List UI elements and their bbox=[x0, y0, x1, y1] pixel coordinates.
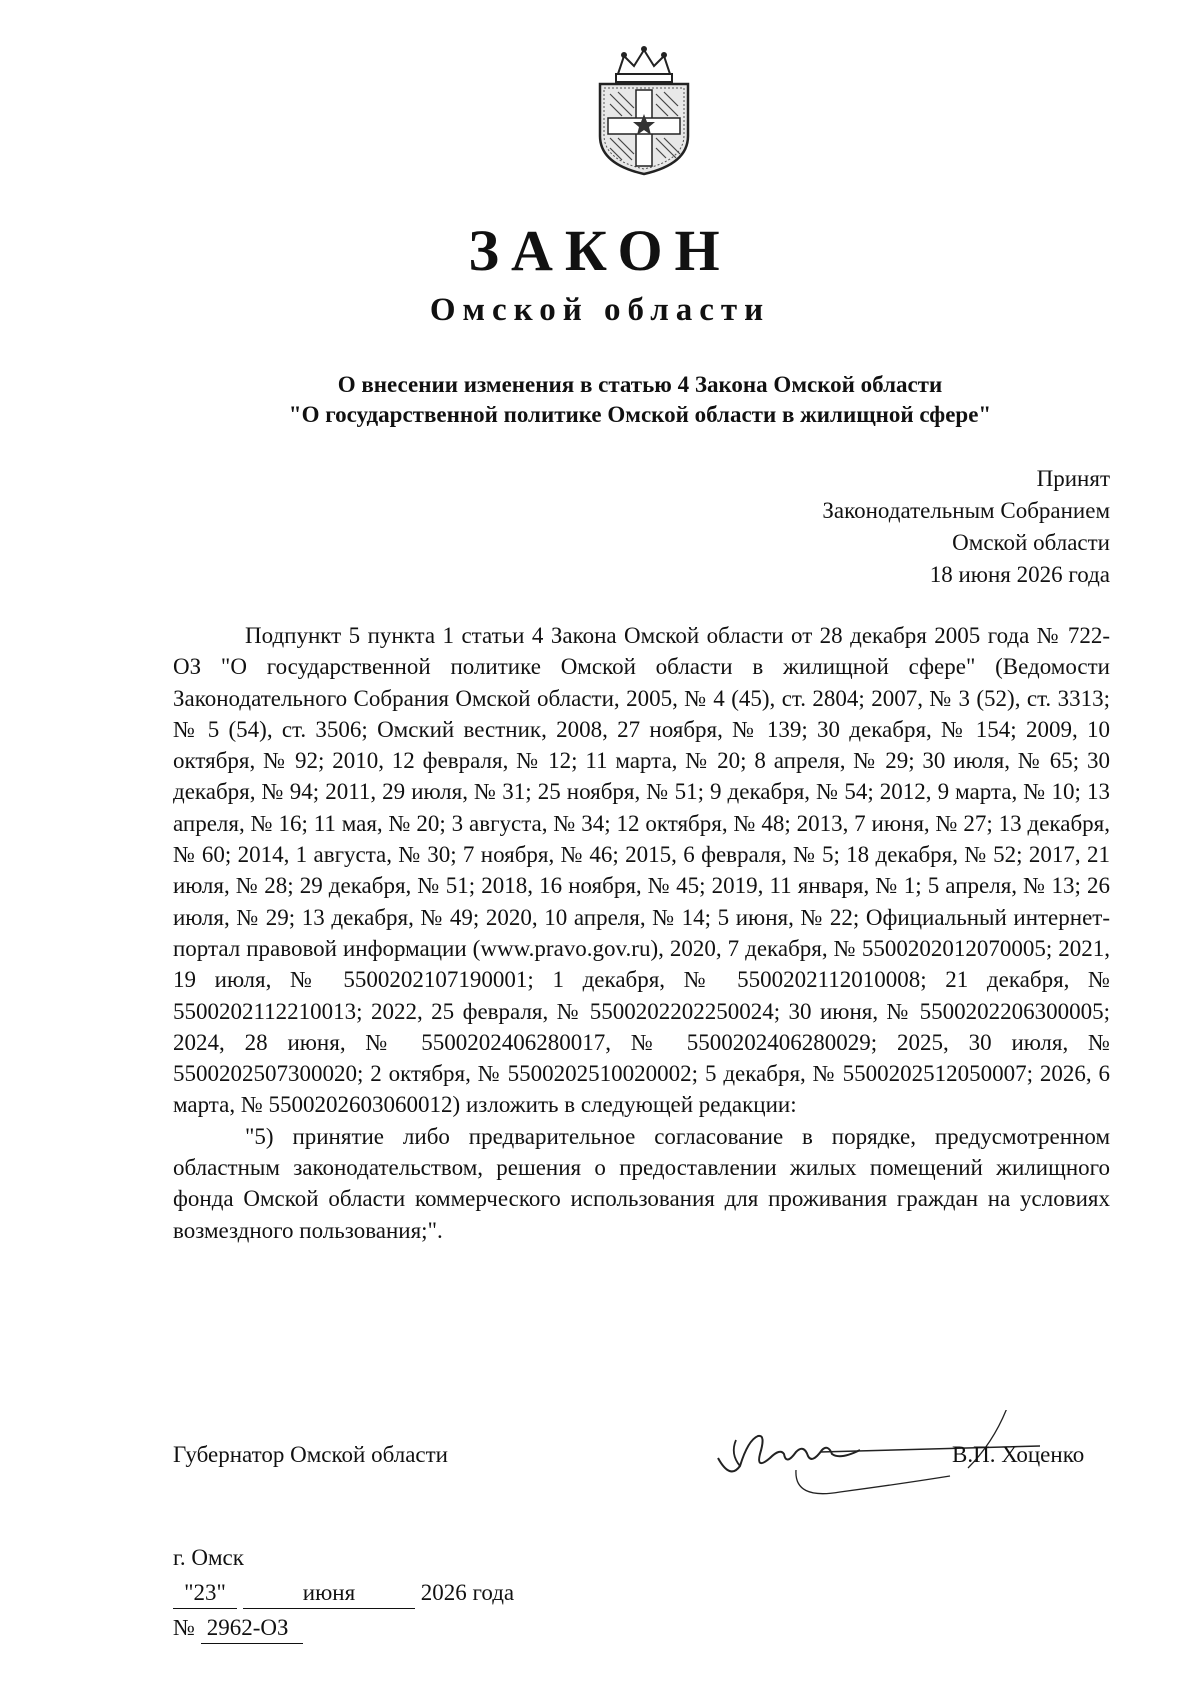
adoption-block bbox=[822, 463, 1110, 591]
adoption-line-3: Омской области bbox=[952, 530, 1110, 555]
adoption-date: 18 июня 2026 года bbox=[929, 562, 1110, 587]
body-paragraph-1: Подпункт 5 пункта 1 статьи 4 Закона Омской области от 28 декабря 2005 года № 722-ОЗ "О государственной политике Омской области в жилищной сфере" (Ведомости Законодательного Собрания Омской области, 2005, № 4 (45), ст. 2804; 2007, № 3 (52), ст. 3313; № 5 (54), ст. 3506; Омский вестник, 2008, 27 ноября, № 139; 30 декабря, № 154; 2009, 10 октября, № 92; 2010, 12 февраля, № 12; 11 марта, № 20; 8 апреля, № 29; 30 июля, № 65; 30 декабря, № 94; 2011, 29 июля, № 31; 25 ноября, № 51; 9 декабря, № 54; 2012, 9 марта, № 10; 13 апреля, № 16; 11 мая, № 20; 3 августа, № 34; 12 октября, № 48; 2013, 7 июня, № 27; 13 декабря, № 60; 2014, 1 августа, № 30; 7 ноября, № 46; 2015, 6 февраля, № 5; 18 декабря, № 52; 2017, 21 июля, № 28; 29 декабря, № 51; 2018, 16 ноября, № 45; 2019, 11 января, № 1; 5 апреля, № 13; 26 июля, № 29; 13 декабря, № 49; 2020, 10 апреля, № 14; 5 июня, № 22; Официальный интернет-портал правовой информации (www.pravo.gov.ru), 2020, 7 декабря, № 5500202012070005; 2021, 19 июля, № 5500202107190001; 1 декабря, № 5500202112010008; 21 декабря, № 5500202112210013; 2022, 25 февраля, № 5500202202250024; 30 июня, № 5500202206300005; 2024, 28 июня, № 5500202406280017, № 5500202406280029; 2025, 30 июля, № 5500202507300020; 2 октября, № 5500202510020002; 5 декабря, № 5500202512050007; 2026, 6 марта, № 5500202603060012) изложить в следующей редакции: bbox=[173, 623, 1110, 1118]
signatory-position: Губернатор Омской области bbox=[173, 1442, 448, 1467]
law-number: 2962-ОЗ bbox=[201, 1613, 303, 1644]
issue-month: июня bbox=[243, 1578, 415, 1609]
law-body bbox=[173, 620, 1110, 1246]
quote-close: " bbox=[216, 1580, 226, 1605]
issue-date-day-field bbox=[173, 1578, 237, 1609]
law-type-heading: ЗАКОН bbox=[468, 218, 732, 283]
issue-day: 23 bbox=[193, 1580, 217, 1605]
adoption-line-1: Принят bbox=[1036, 466, 1110, 491]
quote-open: " bbox=[184, 1580, 194, 1605]
number-sign: № bbox=[173, 1615, 195, 1640]
signatory-name: В.П. Хоценко bbox=[952, 1442, 1085, 1467]
omsk-coat-of-arms-icon bbox=[588, 44, 700, 178]
handwritten-signature bbox=[700, 1410, 1080, 1530]
law-title-line-2: "О государственной политике Омской области в жилищной сфере" bbox=[288, 402, 992, 427]
law-title-line-1: О внесении изменения в статью 4 Закона Омской области bbox=[337, 372, 943, 397]
adoption-line-2: Законодательным Собранием bbox=[822, 498, 1110, 523]
law-title bbox=[170, 370, 1110, 430]
law-region-heading: Омской области bbox=[429, 292, 771, 328]
issue-date bbox=[173, 1578, 514, 1609]
body-paragraph-2: "5) принятие либо предварительное согласование в порядке, предусмотренном областным законодательством, решения о предоставлении жилых помещений жилищного фонда Омской области коммерческого использования для проживания граждан на условиях возмездного пользования;". bbox=[173, 1123, 1110, 1243]
law-number-line bbox=[173, 1613, 303, 1644]
issue-year: 2026 года bbox=[420, 1580, 515, 1605]
issue-city: г. Омск bbox=[173, 1545, 244, 1570]
